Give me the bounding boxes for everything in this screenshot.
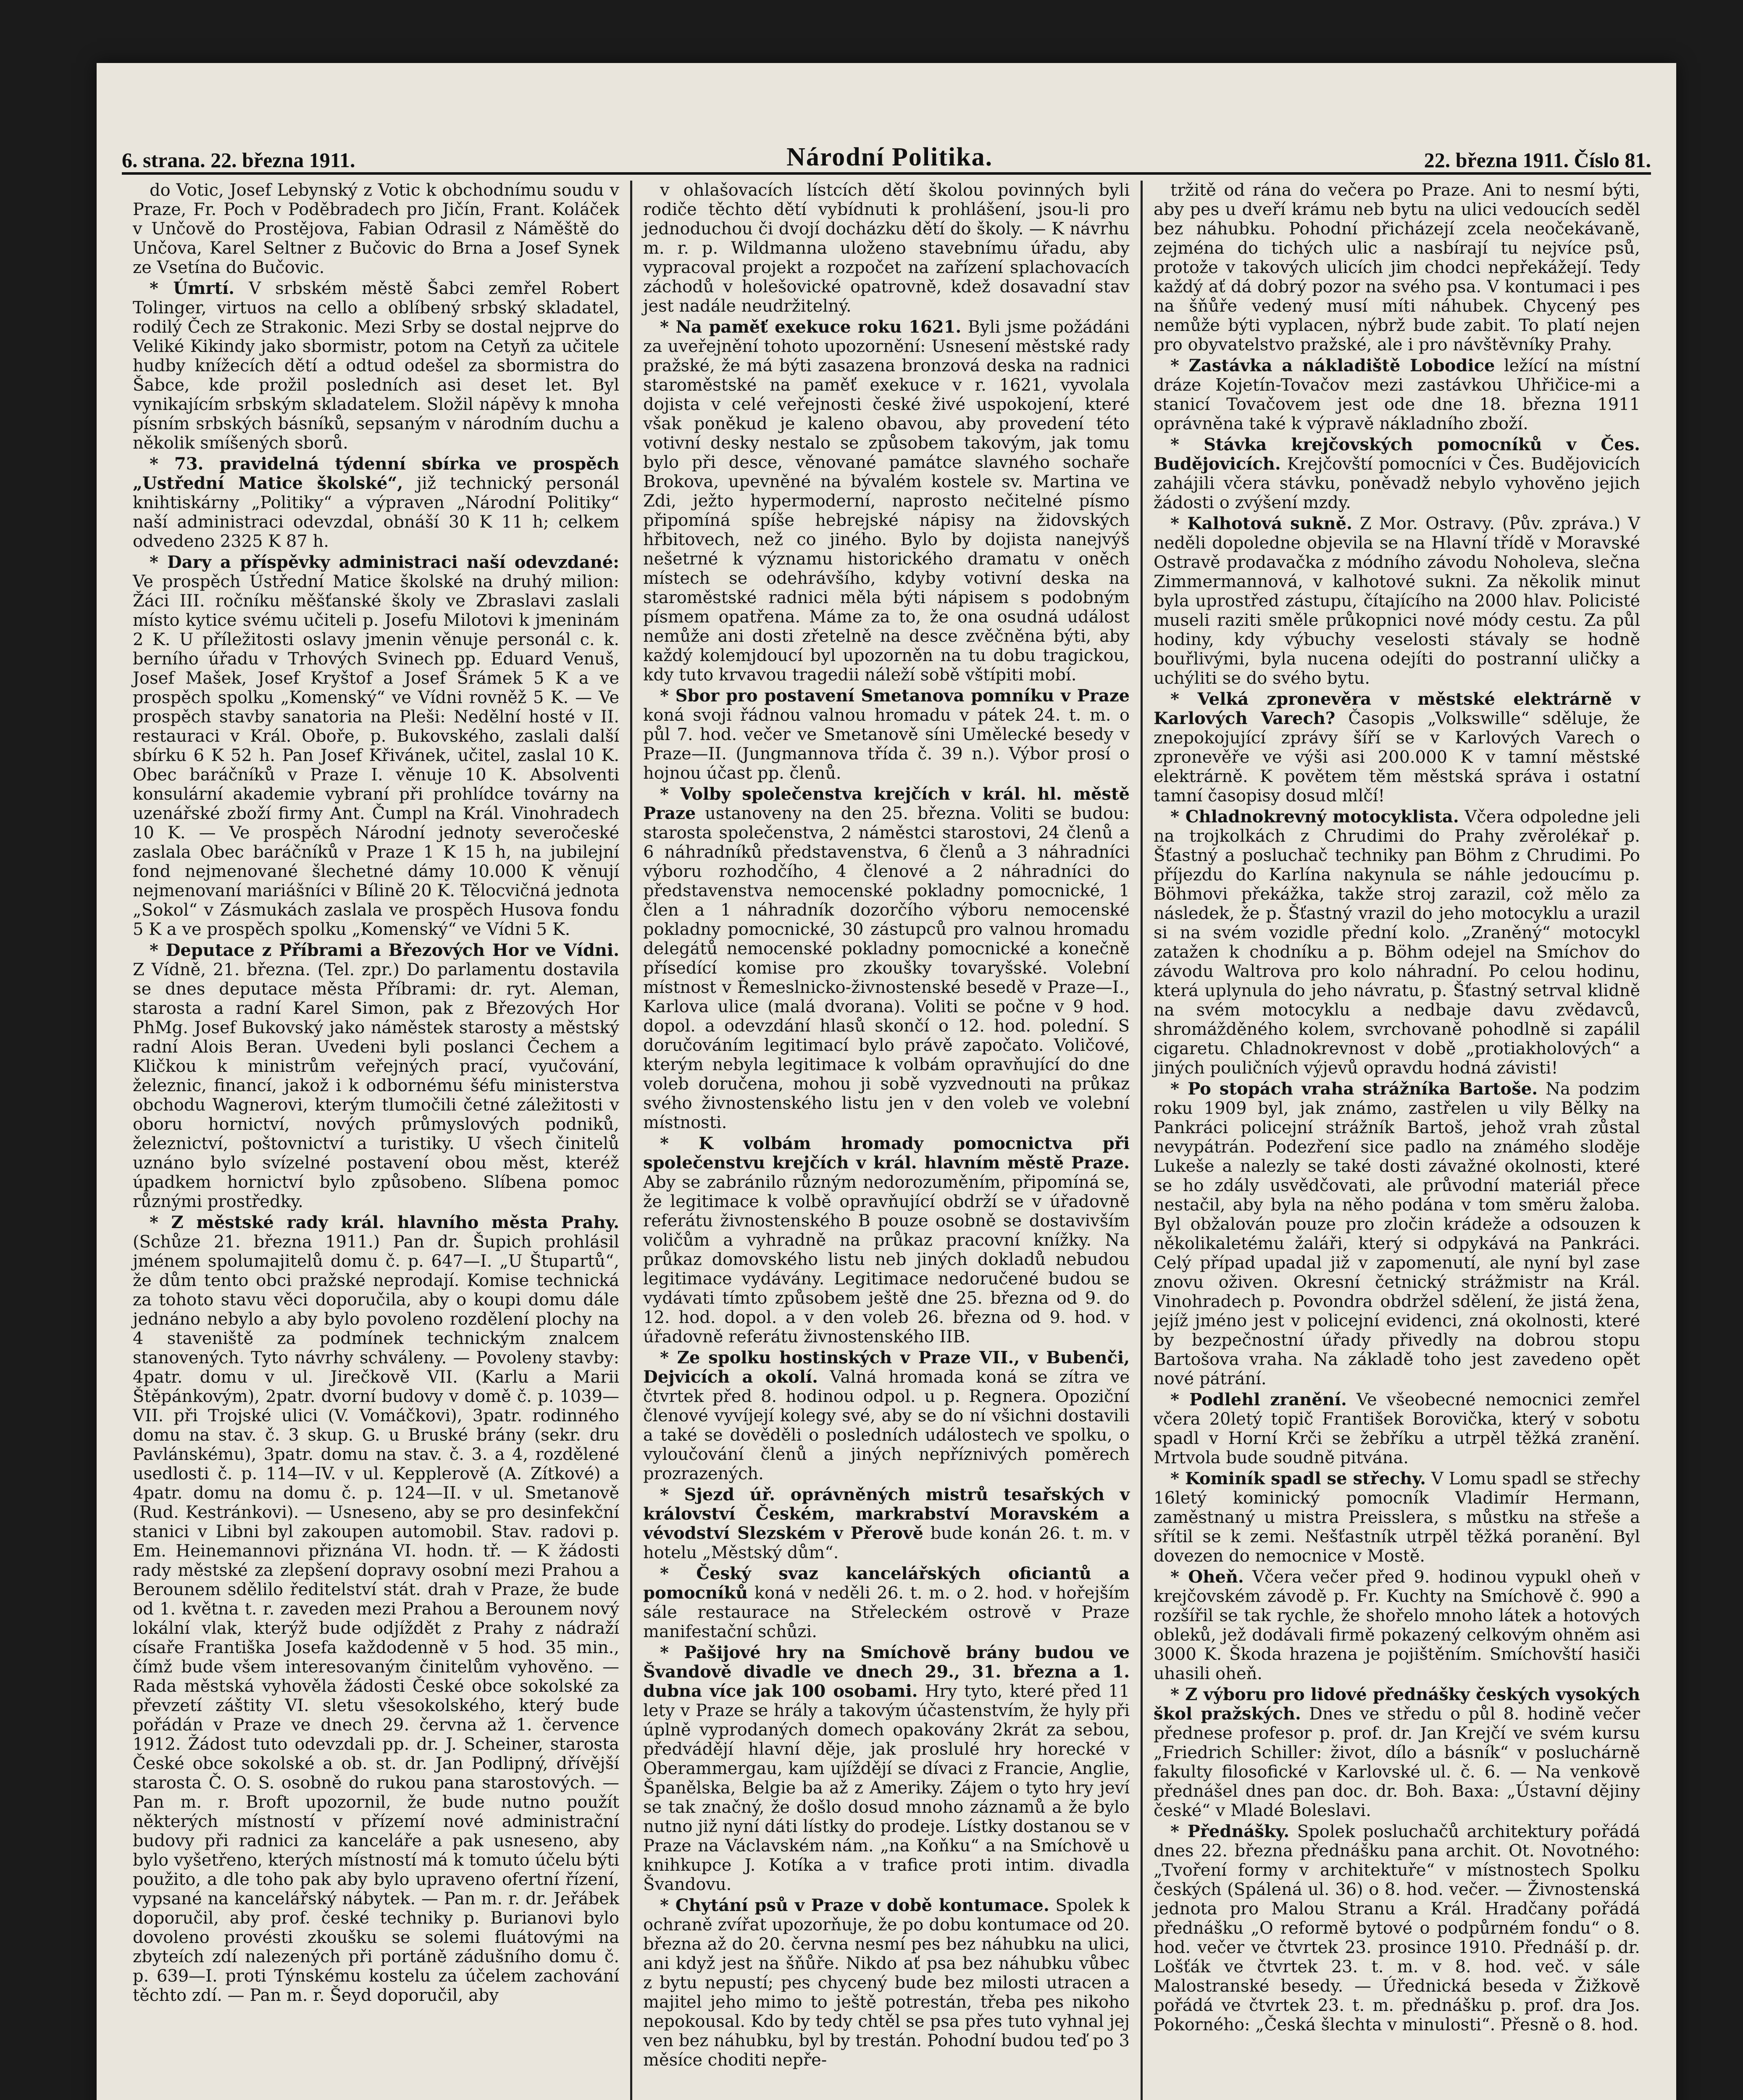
article-text: Hry tyto, které před 11 lety v Praze se hrály a takovým účastenstvím, že hyly při úplně vyprodaných domech opakovány 2krát za sebou, předvádějí hlavní děje, jak proslulé hry horecké v Oberammergau, kam ujíždějí se dívaci z Francie, Anglie, Španělska, Belgie ba až z Ameriky. Zájem o tyto hry jeví se tak značný, že došlo dosud mnoho záznamů a že bylo nutno již nyní dáti lístky do prodeje. Lístky dostanou se v Praze na Václavském nám. „na Koňku“ a na Smíchově u knihkupce J. Kotíka a v trafice proti intim. divadla Švandovu.	[643, 1682, 1130, 1894]
column-2	[630, 181, 1141, 2100]
article-text: Ve všeobecné nemocnici zemřel včera 20letý topič František Borovička, který v sobotu spadl v Horní Krči se žebříku a utrpěl těžká zranění. Mrtvola bude soudně pitvána.	[1154, 1390, 1640, 1467]
article-headline: * Volby společenstva krejčích v král. hl. městě Praze	[643, 784, 1130, 823]
article-headline: * Dary a příspěvky administraci naší odevzdané:	[150, 552, 619, 572]
article-text: V Lomu spadl se střechy 16letý kominický pomocník Vladimír Hermann, zaměstnaný u mistra Preisslera, s můstku na střeše a sřítil se k zemi. Nešťastník utrpěl těžká poranění. Byl dovezen do nemocnice v Mostě.	[1154, 1469, 1640, 1566]
article-text: Včera večer před 9. hodinou vypukl oheň v krejčovském závodě p. Fr. Kuchty na Smíchově č. 990 a rozšířil se tak rychle, že shořelo mnoho látek a hotových obleků, jež dodávali firmě pokazený celkovým ohněm asi 3000 K. Škoda hrazena je pojištěním. Smíchovští hasiči uhasili oheň.	[1154, 1567, 1640, 1683]
article-headline: * Úmrtí.	[150, 278, 235, 298]
article-headline: * Chladnokrevný motocyklista.	[1170, 807, 1459, 827]
article-text: koná v neděli 26. t. m. o 2. hod. v hořejším sále restaurace na Střeleckém ostrově v Praze manifestační schůzi.	[643, 1583, 1130, 1641]
article-text: Ve prospěch Ústřední Matice školské na druhý milion: Žáci III. ročníku měšťanské školy ve Zbraslavi zaslali místo kytice svému učiteli p. Josefu Milotovi k jmeninám 2 K. U příležitosti oslavy jmenin věnuje personál c. k. berního úřadu v Trhových Svinech pp. Eduard Venuš, Josef Mašek, Josef Kryštof a Josef Šrámek 5 K a ve prospěch spolku „Komenský“ ve Vídni rovněž 5 K. — Ve prospěch stavby sanatoria na Pleši: Nedělní hosté v II. restauraci v Král. Oboře, p. Bukovského, zaslali další sbírku 6 K 52 h. Pan Josef Křivánek, učitel, zaslal 10 K. Obec baráčníků v Praze I. věnuje 10 K. Absolventi konsulární akademie vybraní při prohlídce továrny na uzenářské zboží firmy Ant. Čumpl na Král. Vinohradech 10 K. — Ve prospěch Národní jednoty severočeské zaslala Obec baráčníků v Praze 1 K 15 h, na jubilejní fond nejmenované šlechetné dámy 10.000 K věnují nejmenovaní mariášníci v Bílině 20 K. Tělocvičná jednota „Sokol“ v Zásmukách zaslala ve prospěch Husova fondu 5 K a ve prospěch spolku „Komenský“ ve Vídni 5 K.	[133, 572, 619, 939]
article-paragraph	[133, 454, 619, 551]
article-text: Z Mor. Ostravy. (Pův. zpráva.) V neděli dopoledne objevila se na Hlavní třídě v Moravské Ostravě prodavačka z módního závodu Noholeva, slečna Zimmermannová, v kalhotové sukni. Za několik minut byla uprostřed zástupu, čítajícího na 2000 hlav. Policisté museli raziti směle průkopnici nové módy cestu. Za půl hodiny, kdy výbuchy veselosti stávaly se hodně bouřlivými, byla nucena odejíti do postranní uličky a uchýliti se do svého bytu.	[1154, 514, 1640, 688]
columns	[122, 181, 1651, 2100]
article-paragraph	[133, 553, 619, 939]
article-paragraph	[643, 1643, 1130, 1894]
article-headline: * 73. pravidelná týdenní sbírka ve prospěch „Ustřední Matice školské“,	[133, 454, 619, 493]
article-paragraph	[1154, 1567, 1640, 1683]
article-headline: * Pašijové hry na Smíchově brány budou ve Švandově divadle ve dnech 29., 31. března a 1. dubna více jak 100 osobami.	[643, 1643, 1130, 1701]
article-text: Včera odpoledne jeli na trojkolkách z Chrudimi do Prahy zvěrolékař p. Šťastný a posluchač techniky pan Böhm z Chrudimi. Po příjezdu do Karlína nakynula se náhle jedoucímu p. Böhmovi překážka, takže stroj zarazil, což mělo za následek, že p. Šťastný vrazil do jeho motocyklu a urazil si na svém vozidle přední kolo. „Zraněný“ motocykl zatažen k chodníku a p. Böhm odejel na Smíchov do závodu Waltrova pro kolo náhradní. Po celou hodinu, která uplynula do jeho návratu, p. Šťastný setrval klidně na svém motocyklu a nedbaje davu zvědavců, shromážděného kolem, svrchovaně pohodlně si zapálil cigaretu. Chladnokrevnost v době „protiakholových“ a jiných pouličních výjevů opravdu hodná závisti!	[1154, 807, 1640, 1078]
page-date: 6. strana. 22. března 1911.	[122, 148, 355, 172]
column-1	[122, 181, 630, 2100]
article-headline: * Stávka krejčovských pomocníků v Čes. Budějovicích.	[1154, 435, 1640, 474]
article-paragraph	[1154, 514, 1640, 688]
article-paragraph	[1154, 356, 1640, 433]
article-text: Dnes ve středu o půl 8. hodině večer přednese profesor p. prof. dr. Jan Krejčí ve svém kursu „Friedrich Schiller: život, dílo a básník“ v posluchárně fakulty filosofické v Karlovské ul. č. 6. — Na venkově přednášel dnes pan doc. dr. Boh. Baxa: „Ústavní dějiny české“ v Mladé Boleslavi.	[1154, 1704, 1640, 1820]
article-text: koná svoji řádnou valnou hromadu v pátek 24. t. m. o půl 7. hod. večer ve Smetanově síni Umělecké besedy v Praze—II. (Jungmannova třída č. 39 n.). Výbor prosí o hojnou účast pp. členů.	[643, 706, 1130, 783]
newspaper-title: Národní Politika.	[786, 143, 993, 171]
article-headline: * Zastávka a nákladiště Lobodice	[1170, 356, 1495, 375]
article-headline: * Z městské rady král. hlavního města Prahy.	[150, 1213, 619, 1232]
article-paragraph	[643, 686, 1130, 783]
article-text: Spolek posluchačů architektury pořádá dnes 22. března přednášku pana archit. Ot. Novotného: „Tvoření formy v architektuře“ v místnostech Spolku českých (Spálená ul. 36) o 8. hod. večer. — Živnostenská jednota pro Malou Stranu a Král. Hradčany pořádá přednášku „O reformě bytové o podpůrném fondu“ o 8. hod. večer ve čtvrtek 23. prosince 1910. Přednáší p. dr. Lošťák ve čtvrtek 23. t. m. v 8. hod. več. v sále Malostranské besedy. — Úřednická beseda v Žižkově pořádá ve čtvrtek 23. t. m. přednášku p. prof. dra Jos. Pokorného: „Česká šlechta v minulosti“. Přesně o 8. hod.	[1154, 1822, 1640, 2034]
newspaper-page	[97, 63, 1676, 2100]
article-paragraph	[133, 1213, 619, 2005]
article-headline: * Sjezd úř. oprávněných mistrů tesařských v království Českém, markrabství Moravském a vévodství Slezském v Přerově	[643, 1485, 1130, 1543]
article-headline: * Oheň.	[1170, 1567, 1244, 1587]
article-text: tržitě od rána do večera po Praze. Ani to nesmí býti, aby pes u dveří krámu neb bytu na ulici vedoucích seděl bez náhubku. Pohodní přicházejí zcela neočekávaně, zejména do tichých ulic a nasbírají tu nejvíce psů, protože v takových ulicích jim chodci nepřekážejí. Tedy každý ať dá dobrý pozor na svého psa. V kontumaci i pes na šňůře vedený musí míti náhubek. Chycený pes nemůže býti vyplacen, nýbrž bude zabit. To platí nejen pro obyvatelstvo pražské, ale i pro návštěvníky Prahy.	[1154, 181, 1640, 354]
article-text: Valná hromada koná se zítra ve čtvrtek před 8. hodinou odpol. u p. Regnera. Opoziční členové vyvíjejí kolegy své, aby se do ní všichni dostavili a také se dověděli o posledních událostech ve spolku, o vyloučování členů a jiných nepříznivých poměrech prozrazených.	[643, 1368, 1130, 1483]
article-headline: * Kalhotová sukně.	[1170, 514, 1352, 533]
article-text: Krejčovští pomocníci v Čes. Budějovicích zahájili včera stávku, poněvadž nebylo vyhověno jejich žádosti o zvýšení mzdy.	[1154, 454, 1640, 512]
date-issue: 22. března 1911. Číslo 81.	[1424, 148, 1651, 172]
article-paragraph	[133, 941, 619, 1211]
article-headline: * Na paměť exekuce roku 1621.	[660, 317, 962, 337]
article-paragraph	[643, 1485, 1130, 1562]
article-paragraph	[643, 318, 1130, 685]
article-headline: * Kominík spadl se střechy.	[1170, 1469, 1426, 1488]
article-paragraph	[1154, 181, 1640, 354]
article-headline: * Deputace z Příbrami a Březových Hor ve Vídni.	[150, 940, 619, 960]
article-paragraph	[1154, 1685, 1640, 1820]
article-headline: * Sbor pro postavení Smetanova pomníku v Praze	[660, 686, 1130, 706]
article-paragraph	[1154, 435, 1640, 512]
article-text: Z Vídně, 21. března. (Tel. zpr.) Do parlamentu dostavila se dnes deputace města Příbrami: dr. ryt. Aleman, starosta a radní Karel Simon, pak z Březových Hor PhMg. Josef Bukovský jako náměstek starosty a městský radní Alois Beran. Uvedeni byli poslanci Čechem a Kličkou k ministrům veřejných prací, vyučování, železnic, financí, jakož i k odbornému šéfu ministerstva obchodu Wagnerovi, kterým tlumočili četné záležitosti v oboru hornictví, nových průmyslových podniků, železnictví, poštovnictví a turistiky. U všech činitelů uznáno bylo svízelné postavení obou měst, kteréž úpadkem hornictví bylo způsobeno. Slíbena pomoc různými prostředky.	[133, 960, 619, 1211]
article-paragraph	[643, 1896, 1130, 2070]
article-paragraph	[133, 181, 619, 277]
article-text: V srbském městě Šabci zemřel Robert Tolinger, virtuos na cello a oblíbený srbský skladatel, rodilý Čech ze Strakonic. Mezi Srby se dostal nejprve do Veliké Kikindy jako sbormistr, potom na Cetyň za učitele hudby knížecích dětí a odtud odešel za sbormistra do Šabce, kde prožil posledních asi deset let. Byl vynikajícím srbským skladatelem. Složil nápěvy k mnoha písním srbských básníků, sepsaným v národním duchu a několik smíšených sborů.	[133, 279, 619, 453]
article-paragraph	[643, 1348, 1130, 1483]
article-headline: * Velká zpronevěra v městské elektrárně v Karlových Varech?	[1154, 689, 1640, 728]
article-text: Aby se zabránilo různým nedorozuměním, připomíná se, že legitimace k volbě opravňující obdrží se v úřadovně referátu živnostenského B pouze osobně se dostavivším voličům a vyhradně na průkaz pracovní knížky. Na průkaz domovského listu neb jiných dokladů nebudou legitimace vydávány. Legitimace nedoručené budou se vydávati tímto způsobem ještě dne 25. března od 9. do 12. hod. dopol. a v den voleb 26. března od 9. hod. v úřadovně referátu živnostenského IIB.	[643, 1173, 1130, 1347]
article-headline: * Přednášky.	[1170, 1822, 1290, 1841]
article-paragraph	[1154, 1390, 1640, 1467]
article-text: ustanoveny na den 25. března. Voliti se budou: starosta společenstva, 2 náměstci starostovi, 24 členů a 6 náhradníků představenstva, 6 členů a 3 náhradníci výboru rozhodčího, 4 členové a 2 náhradníci do představenstva nemocenské pokladny pomocnické, 1 člen a 1 náhradník dozorčího výboru nemocenské pokladny pomocnické, 30 zástupců pro valnou hromadu delegátů nemocenské pokladny pomocnické a konečně přísedící komise pro zkoušky tovaryšské. Volební místnost v Řemeslnicko-živnostenské besedě v Praze—I., Karlova ulice (malá dvorana). Voliti se počne v 9 hod. dopol. a odevzdání hlasů skončí o 12. hod. polední. S doručováním legitimací bylo právě započato. Voličové, kterým nebyla legitimace k volbám opravňující do dne voleb doručena, mohou ji sobě vyzvednouti na průkaz svého živnostenského listu jen v den voleb ve volební místnosti.	[643, 804, 1130, 1132]
article-text: (Schůze 21. března 1911.) Pan dr. Šupich prohlásil jménem spolumajitelů domu č. p. 647—I. „U Štupartů“, že dům tento obci pražské neprodají. Komise technická za tohoto stavu věci doporučila, aby o koupi domu dále jednáno nebylo a aby bylo povoleno rozdělení plochy na 4 staveniště za podmínek technickým znalcem stanovených. Tyto návrhy schváleny. — Povoleny stavby: 4patr. domu v ul. Jirečkově VII. (Karlu a Marii Štěpánkovým), 2patr. dvorní budovy v domě č. p. 1039—VII. při Trojské ulici (V. Vomáčkovi), 3patr. rodinného domu na stav. č. 3 skup. G. u Bruské brány (sekr. dru Pavlánskému), 3patr. domu na stav. č. 3. a 4, rozdělené usedlosti č. p. 114—IV. v ul. Kepplerově (A. Zítkové) a 4patr. domu na domu č. p. 124—II. v ul. Smetanově (Rud. Kestránkovi). — Usneseno, aby se pro desinfekční stanici v Libni byl zakoupen automobil. Stav. radovi p. Em. Heinemannovi přiznána VI. hodn. tř. — K žádosti rady městské za zlepšení dopravy osobní mezi Prahou a Berounem sdělilo ředitelství stát. drah v Praze, že bude od 1. května t. r. zaveden mezi Prahou a Berounem nový lokální vlak, kterýž bude odjíždět z Prahy z nádraží císaře Františka Josefa každodenně v 5 hod. 35 min., čímž bude všem interesovaným činitelům vyhověno. — Rada městská vyhověla žádosti České obce sokolské za převzetí záštity VI. sletu všesokolského, který bude pořádán v Praze ve dnech 29. června až 1. července 1912. Žádost tuto odevzdali pp. dr. J. Scheiner, starosta České obce sokolské a ob. st. dr. Jan Podlipný, dřívější starosta Č. O. S. osobně do rukou pana starostových. — Pan m. r. Broft upozornil, že bude nutno použít některých místností v přízemí nové administrační budovy při radnici za kanceláře a pak usneseno, aby bylo vyšetřeno, kterých místností má k tomuto účelu býti použito, a dle toho pak aby bylo upraveno ofertní řízení, vypsané na kancelářský nábytek. — Pan m. r. dr. Jeřábek doporučil, aby prof. české techniky p. Burianovi bylo dovoleno provésti zkoušku se solemi fluátovými na zbyteích zdí nalezených při portáně zádušního domu č. p. 639—I. proti Týnskému kostelu za účelem zachování těchto zdí. — Pan m. r. Šeyd doporučil, aby	[133, 1232, 619, 2005]
article-headline: * Chytání psů v Praze v době kontumace.	[660, 1895, 1049, 1915]
article-text: Byli jsme požádáni za uveřejnění tohoto upozornění: Usnesení městské rady pražské, že má býti zasazena bronzová deska na radnici staroměstské na paměť exekuce v r. 1621, vyvolala dojista v celé veřejnosti české živé uspokojení, které však poněkud je kaleno obavou, aby provedení této votivní desky nestalo se způsobem takovým, jak tomu bylo při desce, věnované památce slavného sochaře Brokova, upevněné na bývalém kostele sv. Martina ve Zdi, ježto hypermoderní, naprosto nečitelné písmo připomíná spíše hebrejské nápisy na židovských hřbitovech, než co jiného. Bylo by dojista nanejvýš nešetrné k významu historického dramatu v oněch místech se odehrávšího, kdyby votivní deska na staroměstské radnici měla býti nápisem s podobným písmem opatřena. Máme za to, že ona osudná událost nemůže ani dosti zřetelně na desce zvěčněna býti, aby každý kolemjdoucí byl upozorněn na tu dobu tragickou, kdy tuto krvavou tragedii náleží sobě vštípiti mobí.	[643, 318, 1130, 685]
article-paragraph	[1154, 1079, 1640, 1389]
article-paragraph	[643, 1134, 1130, 1347]
article-paragraph	[1154, 690, 1640, 806]
article-paragraph	[643, 1564, 1130, 1641]
article-headline: * Z výboru pro lidové přednášky českých vysokých škol pražských.	[1154, 1685, 1640, 1724]
article-text: Časopis „Volkswille“ sděluje, že znepokojující zprávy šíří se v Karlových Varech o zpronevěře ve výši asi 200.000 K v tamní městské elektrárně. K povětem těm městská správa i ostatní tamní časopisy dosud mlčí!	[1154, 709, 1640, 806]
article-text: Na podzim roku 1909 byl, jak známo, zastřelen u vily Bělky na Pankráci policejní strážník Bartoš, jehož vrah zůstal nevypátrán. Podezření sice padlo na známého sloděje Lukeše a nalezly se také dosti závažné okolnosti, které se ho zdály usvědčovati, ale průvodní materiál přece nestačil, aby byla na něho podána v tom směru žaloba. Byl obžalován pouze pro zločin krádeže a odsouzen k několikaletému žaláři, který si odpykává na Pankráci. Celý případ upadal již v zapomenutí, ale nyní byl zase znovu oživen. Okresní četnický strážmistr na Král. Vinohradech p. Povondra obdržel sdělení, že jistá žena, jejíž jméno jest v policejní evidenci, zná okolnosti, které by bezpečnostní úřady přivedly na dobrou stopu Bartošova vraha. Na základě toho jest zavedeno opět nové pátrání.	[1154, 1079, 1640, 1389]
article-headline: * Ze spolku hostinských v Praze VII., v Bubenči, Dejvicích a okolí.	[643, 1348, 1130, 1387]
article-headline: * K volbám hromady pomocnictva při společenstvu krejčích v král. hlavním městě Praze.	[643, 1134, 1130, 1173]
article-headline: * Po stopách vraha strážníka Bartoše.	[1170, 1079, 1538, 1099]
article-paragraph	[643, 785, 1130, 1132]
article-headline: * Český svaz kancelářských oficiantů a pomocníků	[643, 1564, 1130, 1603]
article-text: bude konán 26. t. m. v hotelu „Městský dům“.	[643, 1524, 1130, 1562]
article-paragraph	[133, 279, 619, 453]
article-paragraph	[1154, 1469, 1640, 1566]
article-text: ležící na místní dráze Kojetín-Tovačov mezi zastávkou Uhřičice-mi a stanicí Tovačovem jest ode dne 18. března 1911 oprávněna také k výpravě nákladního zboží.	[1154, 356, 1640, 433]
article-text: již technický personál knihtiskárny „Politiky“ a výpraven „Národní Politiky“ naší administraci odevzdal, obnáší 30 K 11 h; celkem odvedeno 2325 K 87 h.	[133, 474, 620, 551]
article-headline: * Podlehl zranění.	[1170, 1390, 1347, 1410]
masthead	[122, 134, 1651, 175]
article-text: v ohlašovacích lístcích dětí školou povinných byli rodiče těchto dětí vybídnuti k prohlášení, jsou-li pro jednoduchou či dvojí docházku dětí do školy. — K návrhu m. r. p. Wildmanna uloženo stavebnímu úřadu, aby vypracoval projekt a rozpočet na zařízení splachovacích záchodů v holešovické opatrovně, kdež dosavadní stav jest nadále neudržitelný.	[643, 181, 1130, 316]
article-text: do Votic, Josef Lebynský z Votic k obchodnímu soudu v Praze, Fr. Poch v Poděbradech pro Jičín, Frant. Koláček v Unčově do Prostějova, Fabian Odrasil z Náměště do Unčova, Karel Seltner z Bučovic do Brna a Josef Synek ze Vsetína do Bučovic.	[133, 181, 619, 277]
article-paragraph	[1154, 1822, 1640, 2034]
article-paragraph	[643, 181, 1130, 316]
column-3	[1141, 181, 1651, 2100]
article-paragraph	[1154, 807, 1640, 1078]
article-text: Spolek k ochraně zvířat upozorňuje, že po dobu kontumace od 20. března až do 20. června nesmí pes bez náhubku na ulici, ani když jest na šňůře. Nikdo ať psa bez náhubku vůbec z bytu nepustí; pes chycený bude bez milosti utracen a majitel jeho mimo to ještě potrestán, třeba pes nikoho nepokousal. Kdo by tedy chtěl se psa přes tuto vyhnal jej ven bez náhubku, byl by trestán. Pohodní budou teď po 3 měsíce choditi nepře-	[643, 1896, 1130, 2070]
